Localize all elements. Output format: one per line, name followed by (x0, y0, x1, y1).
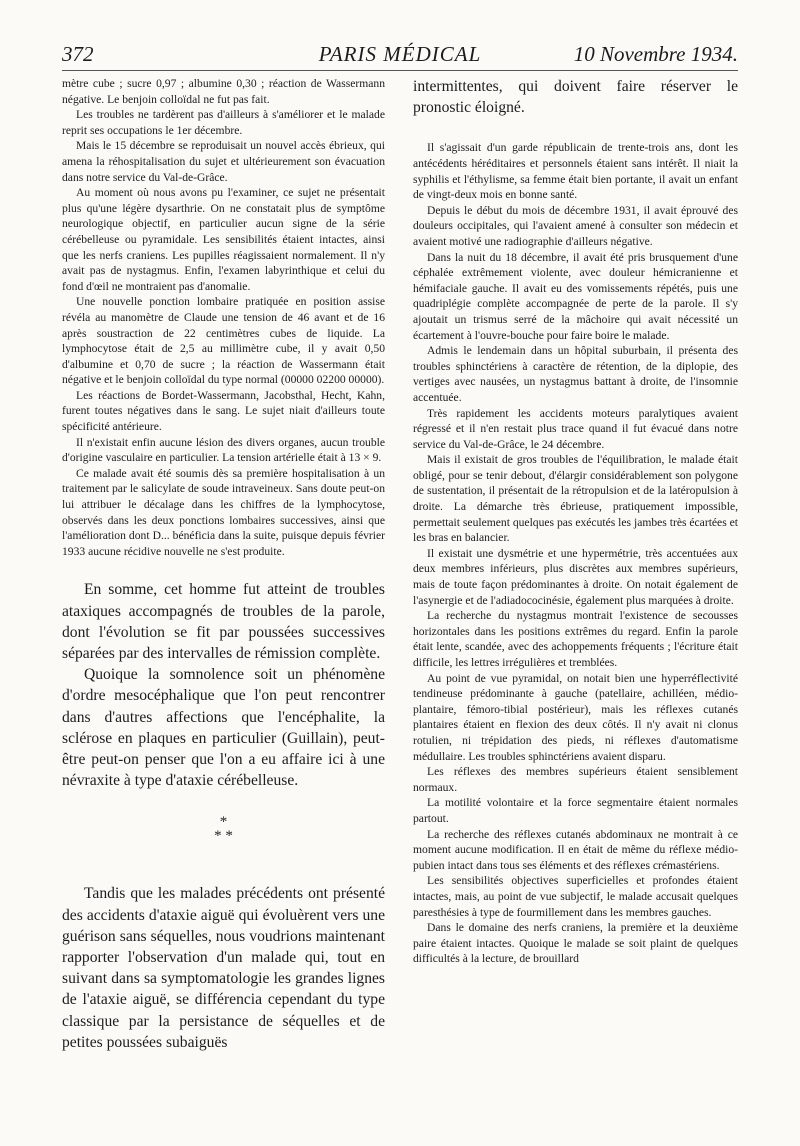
paragraph: Les réactions de Bordet-Wassermann, Jacobsthal, Hecht, Kahn, furent toutes négatives dans le sang. Le sujet niait d'ailleurs toute spécificité antérieure. (62, 388, 385, 434)
paragraph: Au moment où nous avons pu l'examiner, ce sujet ne présentait plus qu'une légère dysarthrie. On ne constatait plus de symptôme neurologique objectif, en particulier aucun signe de la série cérébelleuse ou pyramidale. Les sensibilités étaient intactes, ainsi que les nerfs craniens. Les pupilles réagissaient normalement. Il n'y avait pas de nystagmus. Enfin, l'examen labyrinthique et celui du fond d'œil ne montraient pas d'anomalie. (62, 186, 385, 293)
asterisk-bottom: * * (214, 828, 233, 845)
page-number: 372 (62, 42, 94, 66)
paragraph: Les troubles ne tardèrent pas d'ailleurs à s'améliorer et le malade reprit ses occupations le 1er décembre. (62, 108, 385, 137)
paragraph: mètre cube ; sucre 0,97 ; albumine 0,30 ; réaction de Wassermann négative. Le benjoin colloïdal ne fut pas fait. (62, 77, 385, 106)
paragraph: En somme, cet homme fut atteint de troubles ataxiques accompagnés de troubles de la parole, dont l'évolution se fit par poussées successives séparées par des intervalles de rémission complète. (62, 581, 385, 663)
paragraph: Dans la nuit du 18 décembre, il avait été pris brusquement d'une céphalée extrêmement violente, avec douleur hémicranienne et hémifaciale gauche. Il avait eu des vomissements répétés, puis une quadriplégie complète accompagnée de perte de la parole. Il s'y ajoutait un trismus serré de la mâchoire qui avait nécessité un écartement à l'ouvre-bouche pour faire boire le malade. (413, 250, 738, 342)
left-small-text (62, 76, 385, 559)
left-column (62, 76, 385, 1053)
paragraph: Depuis le début du mois de décembre 1931, il avait éprouvé des douleurs occipitales, qui l'avaient amené à consulter son médecin et avaient motivé une radiographie d'ailleurs négative. (413, 203, 738, 248)
right-column (413, 76, 738, 967)
paragraph: Au point de vue pyramidal, on notait bien une hyperréflectivité tendineuse prédominante à gauche (patellaire, achilléen, médio-plantaire, fémoro-tibial postérieur), mais les réflexes cutanés plantaires étaient en flexion des deux côtés. Il n'y avait ni clonus rotulien, ni trépidation des pieds, ni réflexes d'automatisme médullaire. Les troubles sphinctériens avaient disparu. (413, 671, 738, 763)
paragraph: Ce malade avait été soumis dès sa première hospitalisation à un traitement par le salicylate de soude intraveineux. Sans doute peut-on lui attribuer le décalage dans les chiffres de la lymphocytose, observés dans les deux ponctions lombaires successives, ainsi que l'amélioration dont D... bénéficia dans la suite, puisque depuis février 1933 aucune récidive nouvelle ne s'est produite. (62, 466, 385, 558)
paragraph: Les sensibilités objectives superficielles et profondes étaient intactes, mais, au point de vue subjectif, le malade accusait quelques paresthésies à type de fourmillement dans les membres gauches. (413, 874, 738, 919)
paragraph: Il n'existait enfin aucune lésion des divers organes, aucun trouble d'origine vasculaire en particulier. La tension artérielle était à 13 × 9. (62, 435, 385, 465)
paragraph: Très rapidement les accidents moteurs paralytiques avaient régressé et il n'en restait plus trace quand il fut évacué dans notre service du Val-de-Grâce, le 24 décembre. (413, 406, 738, 451)
paragraph: Les réflexes des membres supérieurs étaient sensiblement normaux. (413, 765, 738, 794)
paragraph: Tandis que les malades précédents ont présenté des accidents d'ataxie aiguë qui évoluèrent vers une guérison sans séquelles, nous voudrions maintenant rapporter l'observation d'un malade qui, tout en suivant dans sa symptomatologie les grandes lignes de l'ataxie aiguë, se différencia cependant du type classique par la persistance de séquelles et de petites poussées subaiguës (62, 885, 385, 1051)
paragraph: Il s'agissait d'un garde républicain de trente-trois ans, dont les antécédents héréditaires et personnels étaient sans intérêt. Il niait la syphilis et l'éthylisme, sa femme était bien portante, il avait un enfant de vingt-deux mois en bonne santé. (413, 141, 738, 202)
paragraph: Dans le domaine des nerfs craniens, la première et la deuxième paire étaient intactes. Quoique le malade se soit plaint de quelques difficultés à la lecture, de brouillard (413, 921, 738, 966)
paragraph: La recherche du nystagmus montrait l'existence de secousses horizontales dans les positions extrêmes du regard. Enfin la parole était lente, scandée, avec des achoppements fréquents ; l'écriture était difficile, les lettres irrégulières et tremblées. (413, 609, 738, 669)
paragraph: Admis le lendemain dans un hôpital suburbain, il présenta des troubles sphinctériens à caractère de rétention, de la diplopie, des vertiges avec nausées, un nystagmus battant à droite, de l'insomnie accentuée. (413, 344, 738, 404)
right-small-text (413, 140, 738, 966)
paragraph: Quoique la somnolence soit un phénomène d'ordre mesocéphalique que l'on peut rencontrer dans d'autres affections que l'encéphalite, la sclérose en plaques en particulier (Guillain), peut-être peut-on penser que l'on a eu affaire ici à une névraxite à type d'ataxie cérébelleuse. (62, 666, 385, 790)
paragraph: Mais le 15 décembre se reproduisait un nouvel accès ébrieux, qui amena la réhospitalisation du sujet et ultérieurement son évacuation dans notre service du Val-de-Grâce. (62, 139, 385, 184)
section-separator (62, 815, 385, 843)
issue-date: 10 Novembre 1934. (573, 42, 738, 66)
paragraph: Une nouvelle ponction lombaire pratiquée en position assise révéla au manomètre de Claude une tension de 46 avant et de 16 après soustraction de 22 centimètres cubes de liquide. La lymphocytose était de 2,5 au millimètre cube, il y avait 0,50 d'albumine et 0,70 de sucre ; la réaction de Wassermann était négative et le benjoin colloïdal du type normal (00000 02200 00000). (62, 295, 385, 387)
asterisk-top: * (219, 814, 228, 831)
paragraph: Mais il existait de gros troubles de l'équilibration, le malade était obligé, pour se tenir debout, d'élargir considérablement son polygone de sustentation, il présentait de la rétropulsion et de la latéropulsion à droite. La démarche très ébrieuse, pratiquement impossible, permettait seulement quelques pas exécutés les jambes très écartées et les bras en balancier. (413, 453, 738, 545)
paragraph: La recherche des réflexes cutanés abdominaux ne montrait à ce moment aucune modification. Il en était de même du réflexe médio-pubien intact dans tous ses éléments et des réflexes crémastériens. (413, 827, 738, 872)
journal-title: PARIS MÉDICAL (318, 42, 482, 66)
paragraph: intermittentes, qui doivent faire réserver le pronostic éloigné. (413, 78, 738, 117)
running-header (62, 40, 738, 71)
right-large-text (413, 76, 738, 118)
paragraph: Il existait une dysmétrie et une hypermétrie, très accentuées aux deux membres inférieurs, plus discrètes aux membres supérieurs, mais de toute façon prédominantes à droite. On notait également de l'asynergie et de l'adiadococinésie, également plus marquées à droite. (413, 546, 738, 607)
left-large-text (62, 579, 385, 1053)
paragraph: La motilité volontaire et la force segmentaire étaient normales partout. (413, 796, 738, 825)
